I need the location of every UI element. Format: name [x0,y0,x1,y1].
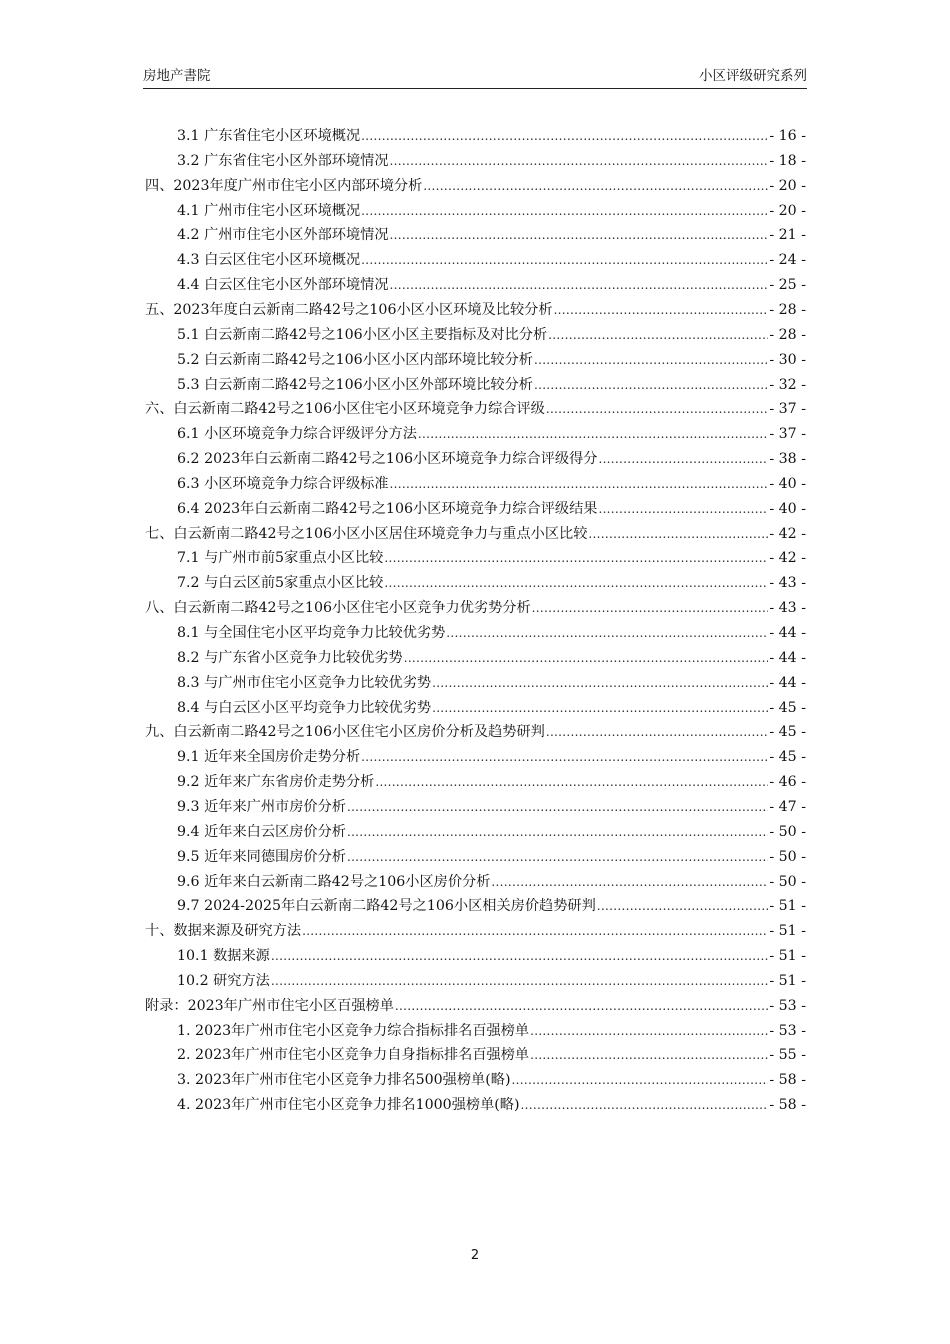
toc-leader-dots [395,996,768,1016]
toc-entry-page: - 50 - [769,873,806,890]
toc-entry-title: 四、2023年度广州市住宅小区内部环境分析 [145,177,423,194]
toc-entry[interactable] [145,399,806,419]
toc-entry-title: 4.3 白云区住宅小区环境概况 [177,252,361,269]
toc-entry-page: - 51 - [769,898,806,915]
toc-leader-dots [548,325,768,345]
toc-entry-page: - 44 - [769,674,806,691]
toc-entry-page: - 46 - [769,774,806,791]
toc-entry-page: - 58 - [769,1097,806,1114]
toc-entry[interactable] [145,598,806,618]
toc-entry-title: 10.2 研究方法 [177,972,270,989]
toc-entry-title: 9.4 近年来白云区房价分析 [177,823,346,840]
toc-leader-dots [404,648,769,668]
toc-leader-dots [534,350,768,370]
toc-entry[interactable] [177,623,806,643]
toc-entry[interactable] [177,1045,806,1065]
toc-entry-page: - 20 - [769,177,806,194]
toc-entry-title: 5.1 白云新南二路42号之106小区小区主要指标及对比分析 [177,326,548,343]
page-number: 2 [470,1248,480,1263]
toc-entry-page: - 40 - [769,475,806,492]
toc-entry-page: - 37 - [769,401,806,418]
toc-entry-page: - 53 - [769,1022,806,1039]
toc-entry-title: 十、数据来源及研究方法 [145,923,302,940]
toc-entry[interactable] [177,797,806,817]
toc-entry[interactable] [177,971,806,991]
toc-leader-dots [418,424,768,444]
toc-entry-title: 8.3 与广州市住宅小区竞争力比较优劣势 [177,674,432,691]
toc-entry-title: 7.1 与广州市前5家重点小区比较 [177,550,384,567]
toc-entry[interactable] [177,822,806,842]
toc-entry[interactable] [177,151,806,171]
toc-leader-dots [375,772,768,792]
toc-entry-title: 4.2 广州市住宅小区外部环境情况 [177,227,389,244]
toc-entry[interactable] [177,946,806,966]
toc-entry[interactable] [177,225,806,245]
toc-leader-dots [361,747,768,767]
toc-leader-dots [432,698,768,718]
toc-entry-page: - 42 - [769,550,806,567]
toc-entry-page: - 21 - [769,227,806,244]
toc-leader-dots [446,623,768,643]
toc-entry-page: - 25 - [769,277,806,294]
toc-leader-dots [588,524,768,544]
toc-leader-dots [361,201,768,221]
toc-leader-dots [512,1070,769,1090]
toc-entry-title: 九、白云新南二路42号之106小区住宅小区房价分析及趋势研判 [145,724,545,741]
toc-entry[interactable] [145,300,806,320]
toc-entry-title: 9.3 近年来广州市房价分析 [177,798,346,815]
toc-entry[interactable] [177,698,806,718]
toc-entry-page: - 37 - [769,426,806,443]
toc-entry-title: 7.2 与白云区前5家重点小区比较 [177,575,384,592]
toc-entry[interactable] [177,772,806,792]
toc-entry-page: - 45 - [769,749,806,766]
toc-entry-title: 附录：2023年广州市住宅小区百强榜单 [145,997,394,1014]
toc-leader-dots [546,722,769,742]
toc-leader-dots [534,375,768,395]
toc-entry-title: 8.1 与全国住宅小区平均竞争力比较优劣势 [177,625,446,641]
toc-entry-title: 6.3 小区环境竞争力综合评级标准 [177,475,389,492]
toc-entry-title: 9.6 近年来白云新南二路42号之106小区房价分析 [177,873,491,890]
toc-leader-dots [530,1021,768,1041]
toc-entry-title: 9.2 近年来广东省房价走势分析 [177,774,375,791]
toc-entry[interactable] [177,1021,806,1041]
toc-leader-dots [390,225,769,245]
toc-entry[interactable] [177,673,806,693]
toc-entry-title: 2. 2023年广州市住宅小区竞争力自身指标排名百强榜单 [177,1047,530,1064]
toc-entry[interactable] [145,996,806,1016]
toc-entry[interactable] [177,896,806,916]
toc-entry-title: 6.4 2023年白云新南二路42号之106小区环境竞争力综合评级结果 [177,500,598,517]
toc-entry-page: - 43 - [769,600,806,617]
toc-entry-page: - 43 - [769,575,806,592]
toc-entry-title: 4. 2023年广州市住宅小区竞争力排名1000强榜单(略) [177,1097,520,1114]
toc-entry-title: 3.2 广东省住宅小区外部环境情况 [177,152,389,169]
header-publisher: 房地产書院 [143,68,211,84]
toc-entry-page: - 58 - [769,1072,806,1089]
toc-entry-page: - 28 - [769,326,806,343]
toc-entry[interactable] [177,375,806,395]
toc-leader-dots [271,946,768,966]
toc-entry-title: 3.1 广东省住宅小区环境概况 [177,128,361,144]
toc-entry[interactable] [177,201,806,221]
toc-entry-title: 五、2023年度白云新南二路42号之106小区小区环境及比较分析 [145,301,553,318]
toc-entry[interactable] [177,499,806,519]
toc-leader-dots [384,548,768,568]
toc-entry-title: 1. 2023年广州市住宅小区竞争力综合指标排名百强榜单 [177,1022,530,1039]
toc-leader-dots [347,822,768,842]
toc-entry-page: - 45 - [769,724,806,741]
toc-entry[interactable] [177,847,806,867]
toc-leader-dots [546,399,769,419]
toc-leader-dots [390,474,769,494]
toc-entry-title: 8.4 与白云区小区平均竞争力比较优劣势 [177,699,432,716]
toc-leader-dots [423,176,768,196]
toc-entry-page: - 16 - [769,128,806,144]
toc-entry-page: - 50 - [769,848,806,865]
toc-entry-page: - 30 - [769,351,806,368]
toc-entry-page: - 24 - [769,252,806,269]
toc-entry-page: - 40 - [769,500,806,517]
toc-entry[interactable] [177,325,806,345]
toc-entry-title: 4.4 白云区住宅小区外部环境情况 [177,277,389,294]
toc-leader-dots [361,126,768,146]
toc-entry-title: 3. 2023年广州市住宅小区竞争力排名500强榜单(略) [177,1072,511,1089]
page-header [143,64,807,89]
toc-entry-page: - 55 - [769,1047,806,1064]
toc-entry-page: - 20 - [769,202,806,219]
header-series: 小区评级研究系列 [699,68,807,84]
toc-entry-page: - 44 - [769,625,806,641]
toc-entry[interactable] [177,250,806,270]
toc-entry[interactable] [177,474,806,494]
toc-entry-title: 6.1 小区环境竞争力综合评级评分方法 [177,426,417,443]
toc-leader-dots [361,250,768,270]
toc-entry-title: 6.2 2023年白云新南二路42号之106小区环境竞争力综合评级得分 [177,451,598,468]
toc-entry-title: 七、白云新南二路42号之106小区小区居住环境竞争力与重点小区比较 [145,525,588,542]
toc-entry-page: - 44 - [769,649,806,666]
toc-entry[interactable] [145,722,806,742]
toc-entry[interactable] [177,449,806,469]
toc-entry[interactable] [177,1070,806,1090]
toc-entry-title: 六、白云新南二路42号之106小区住宅小区环境竞争力综合评级 [145,401,545,418]
toc-entry-title: 5.2 白云新南二路42号之106小区小区内部环境比较分析 [177,351,533,368]
toc-entry-page: - 38 - [769,451,806,468]
toc-entry[interactable] [177,350,806,370]
toc-entry-page: - 51 - [769,923,806,940]
toc-leader-dots [432,673,768,693]
toc-entry[interactable] [177,747,806,767]
toc-entry-title: 8.2 与广东省小区竞争力比较优劣势 [177,649,403,666]
toc-leader-dots [598,499,768,519]
toc-entry[interactable] [177,126,806,146]
toc-entry-page: - 28 - [769,301,806,318]
toc-leader-dots [347,847,768,867]
toc-entry[interactable] [177,424,806,444]
toc-entry[interactable] [177,1095,806,1115]
toc-entry[interactable] [177,573,806,593]
toc-leader-dots [347,797,768,817]
toc-entry-title: 10.1 数据来源 [177,948,270,965]
toc-entry-title: 9.7 2024-2025年白云新南二路42号之106小区相关房价趋势研判 [177,898,596,915]
toc-entry-page: - 18 - [769,152,806,169]
toc-entry[interactable] [177,548,806,568]
toc-leader-dots [491,872,768,892]
toc-entry[interactable] [177,872,806,892]
toc-entry-title: 9.1 近年来全国房价走势分析 [177,749,361,766]
toc-leader-dots [390,151,769,171]
toc-entry-page: - 51 - [769,948,806,965]
toc-entry-page: - 51 - [769,972,806,989]
toc-entry-page: - 53 - [769,997,806,1014]
toc-leader-dots [302,921,768,941]
toc-entry-page: - 50 - [769,823,806,840]
toc-leader-dots [598,449,768,469]
toc-leader-dots [390,275,769,295]
toc-entry-title: 5.3 白云新南二路42号之106小区小区外部环境比较分析 [177,376,533,393]
toc-entry-title: 9.5 近年来同德围房价分析 [177,848,346,865]
toc-leader-dots [271,971,768,991]
toc-entry[interactable] [145,524,806,544]
toc-entry-page: - 45 - [769,699,806,716]
toc-entry[interactable] [145,921,806,941]
toc-entry-page: - 42 - [769,525,806,542]
toc-entry-page: - 32 - [769,376,806,393]
toc-leader-dots [554,300,769,320]
toc-leader-dots [521,1095,769,1115]
toc-entry[interactable] [145,176,806,196]
toc-leader-dots [532,598,769,618]
toc-entry-page: - 47 - [769,798,806,815]
toc-leader-dots [384,573,768,593]
toc-entry-title: 4.1 广州市住宅小区环境概况 [177,202,361,219]
toc-entry[interactable] [177,275,806,295]
toc-entry-title: 八、白云新南二路42号之106小区住宅小区竞争力优劣势分析 [145,600,531,617]
toc-entry[interactable] [177,648,806,668]
toc-leader-dots [530,1045,768,1065]
toc-leader-dots [597,896,769,916]
